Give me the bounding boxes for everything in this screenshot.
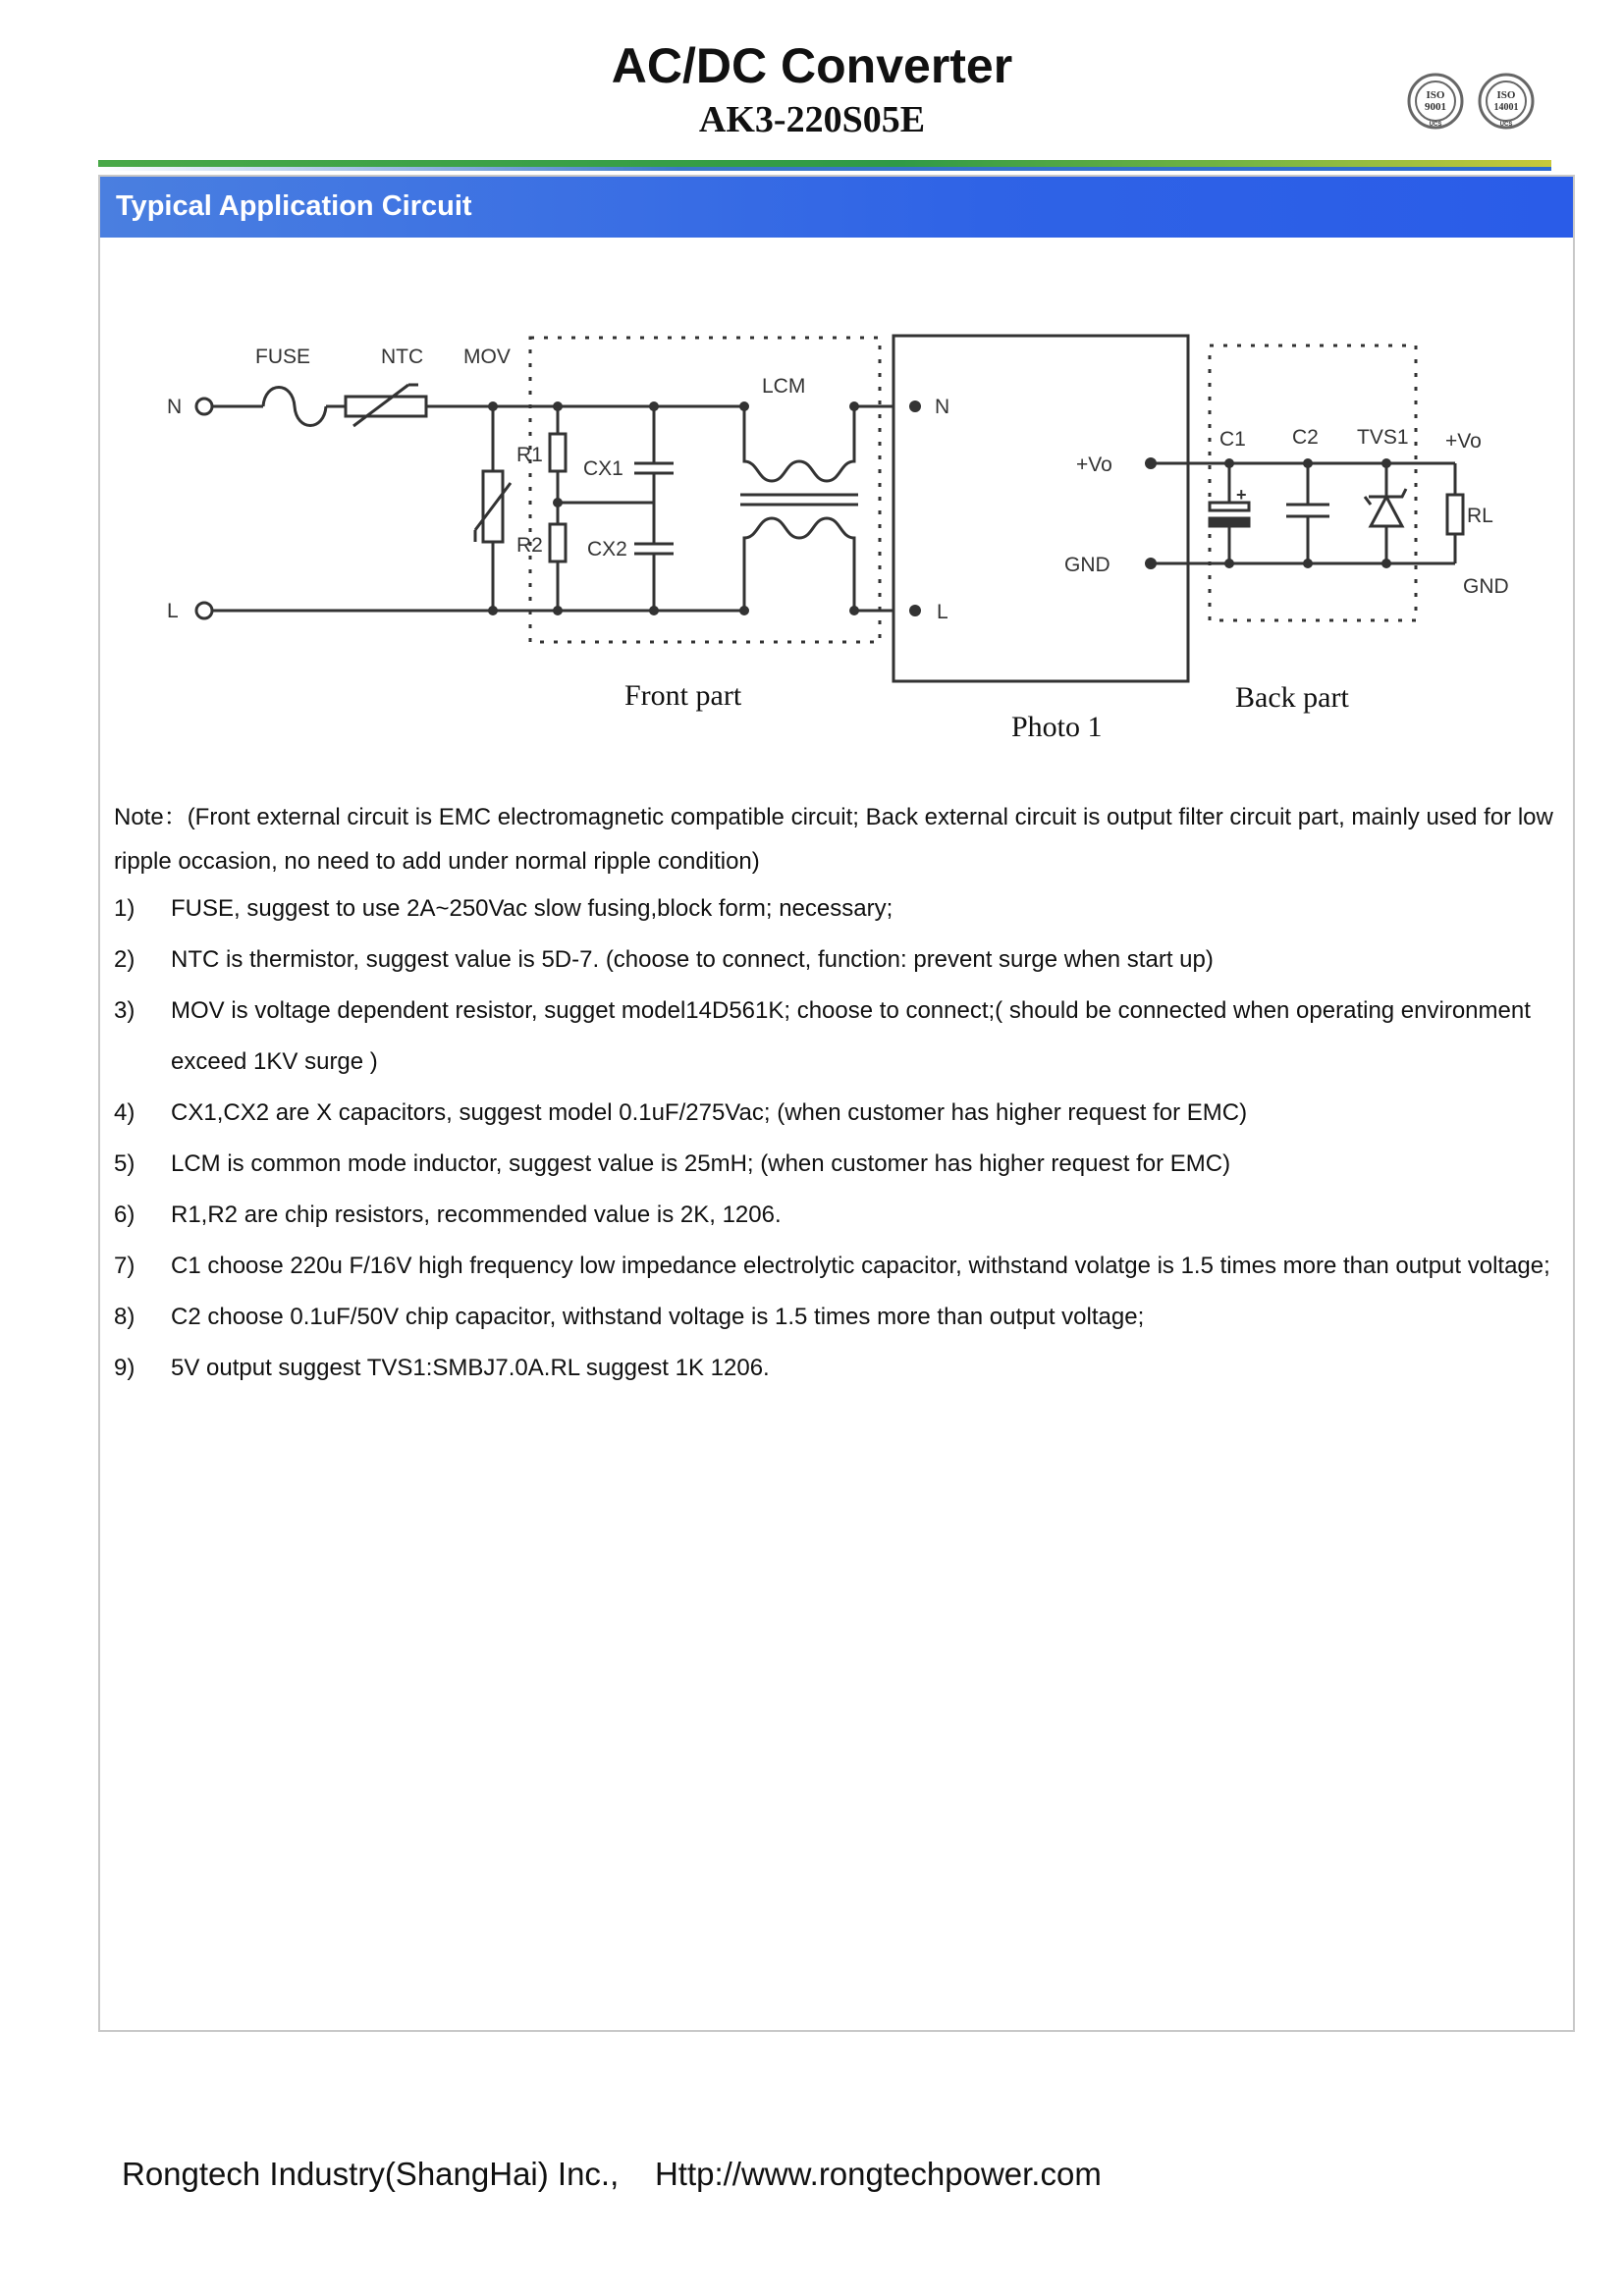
list-item [114, 1139, 1577, 1190]
list-item-number: 8) [114, 1304, 135, 1330]
iso-14001-ring: UCS [1499, 122, 1513, 128]
rl-label: RL [1467, 505, 1493, 527]
list-item [114, 934, 1577, 986]
section-header [100, 177, 1573, 238]
list-item-number: 1) [114, 895, 135, 922]
iso-14001-number: 14001 [1493, 102, 1519, 113]
tvs1-label: TVS1 [1357, 426, 1409, 449]
fuse-label: FUSE [255, 346, 311, 368]
list-item-text: R1,R2 are chip resistors, recommended value is 2K, 1206. [171, 1201, 782, 1228]
back-part-caption: Back part [1235, 681, 1349, 714]
document-title: AC/DC Converter [611, 38, 1013, 93]
list-item-text: LCM is common mode inductor, suggest value is 25mH; (when customer has higher request for EMC) [171, 1150, 1231, 1177]
input-l-label: L [167, 600, 179, 622]
notes-section [114, 795, 1577, 1394]
c1-polarity-label: + [1236, 485, 1247, 505]
iso-9001-number: 9001 [1425, 101, 1446, 113]
model-number: AK3-220S05E [698, 99, 926, 140]
list-item-number: 9) [114, 1355, 135, 1381]
list-item-text: CX1,CX2 are X capacitors, suggest model 0.1uF/275Vac; (when customer has higher request for EMC) [171, 1099, 1248, 1126]
list-item [114, 1343, 1577, 1394]
c1-label: C1 [1219, 428, 1246, 451]
list-item [114, 1088, 1577, 1139]
list-item-number: 5) [114, 1150, 135, 1177]
output-vo-label: +Vo [1445, 430, 1482, 453]
iso-9001-top: ISO [1426, 89, 1445, 101]
iso-14001-top: ISO [1496, 89, 1516, 101]
list-item-text: C2 choose 0.1uF/50V chip capacitor, withstand voltage is 1.5 times more than output voltage; [171, 1304, 1145, 1330]
module-gnd-label: GND [1064, 554, 1110, 576]
note-list [114, 883, 1577, 1394]
application-circuit-diagram [118, 285, 1591, 756]
list-item-number: 7) [114, 1253, 135, 1279]
lcm-label: LCM [762, 375, 806, 398]
module-l-label: L [937, 601, 948, 623]
list-item-number: 4) [114, 1099, 135, 1126]
list-item [114, 883, 1577, 934]
list-item-text: NTC is thermistor, suggest value is 5D-7. (choose to connect, function: prevent surge when start up) [171, 946, 1214, 973]
list-item [114, 986, 1577, 1088]
list-item [114, 1241, 1577, 1292]
note-intro: Note：(Front external circuit is EMC electromagnetic compatible circuit; Back external circuit is output filter circuit part, mainly used for low ripple occasion, no need to add under normal ripple condition) [114, 804, 1553, 875]
list-item [114, 1292, 1577, 1343]
front-part-caption: Front part [624, 679, 742, 712]
list-item-number: 6) [114, 1201, 135, 1228]
list-item-text: MOV is voltage dependent resistor, sugget model14D561K; choose to connect;( should be connected when operating environment exceed 1KV surge ) [171, 997, 1531, 1075]
iso-14001-badge-icon [1480, 75, 1533, 128]
module-n-label: N [935, 396, 950, 418]
list-item-number: 3) [114, 997, 135, 1024]
footer [122, 2156, 1102, 2193]
module-vo-label: +Vo [1076, 454, 1112, 476]
c2-label: C2 [1292, 426, 1319, 449]
r1-label: R1 [516, 444, 543, 466]
certification-badges [1406, 71, 1538, 132]
iso-9001-ring: UCS [1429, 122, 1442, 128]
cx2-label: CX2 [587, 538, 627, 561]
header-rule-blue [98, 167, 1551, 171]
list-item-number: 2) [114, 946, 135, 973]
header-rule-green [98, 160, 1551, 167]
mov-label: MOV [463, 346, 511, 368]
input-n-label: N [167, 396, 183, 418]
list-item-text: C1 choose 220u F/16V high frequency low impedance electrolytic capacitor, withstand volatge is 1.5 times more than output voltage; [171, 1253, 1550, 1279]
cx1-label: CX1 [583, 457, 623, 480]
list-item-text: FUSE, suggest to use 2A~250Vac slow fusing,block form; necessary; [171, 895, 893, 922]
iso-9001-badge-icon [1409, 75, 1462, 128]
section-title: Typical Application Circuit [116, 190, 472, 222]
output-gnd-label: GND [1463, 575, 1509, 598]
footer-company: Rongtech Industry(ShangHai) Inc., [122, 2156, 620, 2192]
photo-caption: Photo 1 [1011, 711, 1103, 743]
list-item [114, 1190, 1577, 1241]
ntc-label: NTC [381, 346, 424, 368]
footer-url[interactable]: Http://www.rongtechpower.com [654, 2156, 1102, 2192]
list-item-text: 5V output suggest TVS1:SMBJ7.0A.RL suggest 1K 1206. [171, 1355, 770, 1381]
r2-label: R2 [516, 534, 543, 557]
